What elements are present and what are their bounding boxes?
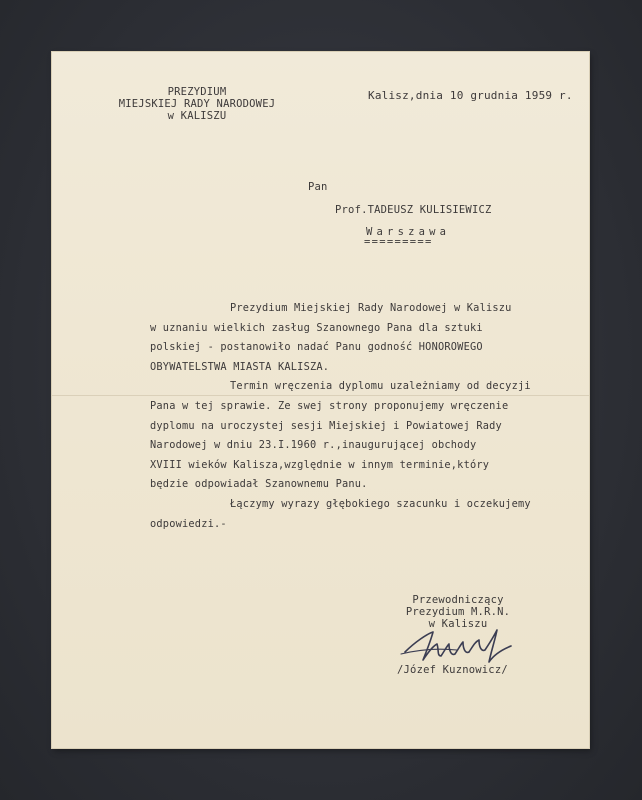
signer-title-line-2: Prezydium M.R.N. xyxy=(405,606,511,618)
signer-title-line-3: w Kaliszu xyxy=(428,618,488,630)
letterhead-line-3: w KALISZU xyxy=(167,110,227,122)
letter-paper xyxy=(52,52,589,748)
handwritten-signature xyxy=(397,620,527,670)
signer-title-line-1: Przewodniczący xyxy=(412,594,504,606)
addressee-salutation: Pan xyxy=(308,181,328,193)
body-line: Narodowej w dniu 23.I.1960 r.,inaugurującej obchody xyxy=(150,439,477,452)
body-line: będzie odpowiadał Szanownemu Panu. xyxy=(150,478,368,491)
city-underline: ========= xyxy=(364,236,433,248)
body-line: Prezydium Miejskiej Rady Narodowej w Kaliszu xyxy=(230,302,512,314)
body-line: w uznaniu wielkich zasług Szanownego Pana dla sztuki xyxy=(150,321,483,334)
body-line: dyplomu na uroczystej sesji Miejskiej i Powiatowej Rady xyxy=(150,419,502,432)
body-line: odpowiedzi.- xyxy=(150,517,227,530)
body-line: Łączymy wyrazy głębokiego szacunku i oczekujemy xyxy=(230,497,531,510)
letter-date: Kalisz,dnia 10 grudnia 1959 r. xyxy=(368,89,573,102)
body-line: OBYWATELSTWA MIASTA KALISZA. xyxy=(150,360,330,373)
letterhead xyxy=(112,86,282,122)
signer-name: /Józef Kuznowicz/ xyxy=(397,664,508,676)
letterhead-line-1: PREZYDIUM xyxy=(167,86,227,98)
body-line: XVIII wieków Kalisza,względnie w innym terminie,który xyxy=(150,458,490,471)
body-line: Termin wręczenia dyplomu uzależniamy od decyzji xyxy=(230,380,531,393)
addressee-name: Prof.TADEUSZ KULISIEWICZ xyxy=(335,204,492,216)
body-line: Pana w tej sprawie. Ze swej strony proponujemy wręczenie xyxy=(150,399,509,412)
letterhead-line-2: MIEJSKIEJ RADY NARODOWEJ xyxy=(118,98,276,110)
body-line: polskiej - postanowiło nadać Panu godność HONOROWEGO xyxy=(150,341,483,354)
addressee-city: Warszawa xyxy=(366,226,451,238)
letter-body xyxy=(150,299,580,534)
